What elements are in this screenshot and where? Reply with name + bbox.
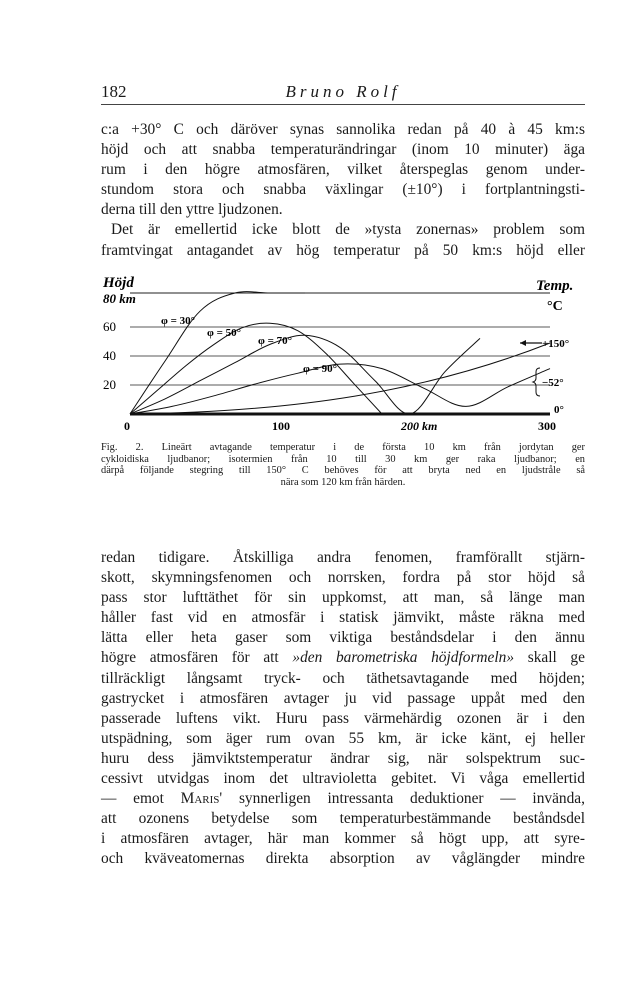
caption-line: Fig. 2. Lineärt avtagande temperatur i de första 10 km från jordytan ger [101, 442, 585, 453]
text-line: gastrycket i atmosfären avtager ju vid passage uppåt med den [101, 689, 585, 707]
text-line: pass stor lufttäthet för sin uppkomst, att man, så länge man [101, 589, 585, 607]
x-tick-0: 0 [124, 419, 130, 433]
temp-arrowhead-icon [520, 340, 526, 346]
text-line: stundom stora och snabba växlingar (±10°) i fortplantningsti- [101, 181, 585, 199]
text-line: i atmosfären avtager, här man kommer så högt upp, att syre- [101, 830, 585, 848]
x-tick-100: 100 [272, 419, 290, 433]
ray-path-chart [95, 272, 595, 442]
running-head: Bruno Rolf [285, 82, 401, 101]
temp-label-minus52: −52° [542, 377, 564, 389]
text-line: att ozonens betydelse som temperaturbestämmande beståndsdel [101, 810, 585, 828]
text-line: höjd och att snabba temperaturändringar (inom 10 minuter) äga [101, 141, 585, 159]
text-line: håller fast vid en atmosfär i statisk jämvikt, måste räkna med [101, 609, 585, 627]
page-number: 182 [101, 82, 127, 101]
text-line-mixed [101, 648, 585, 668]
figure-2 [95, 272, 595, 442]
y-tick-20: 20 [103, 377, 116, 392]
emphasis-formula: »den barometriska höjdformeln» [292, 649, 515, 667]
text-line: cessivt utvidgas inom det ultravioletta gebitet. Vi våga emellertid [101, 770, 585, 788]
text-line: och kväveatomernas direkta absorption av våglängder mindre [101, 850, 585, 868]
x-tick-300: 300 [538, 419, 556, 433]
label-phi-50: φ = 50° [207, 327, 242, 339]
temp-label-0: 0° [554, 404, 564, 416]
text-line: utspädning, som äger rum ovan 55 km, är icke känt, ej heller [101, 729, 585, 747]
text-line: passerade luftens vikt. Huru pass värmehärdig ozonen är i den [101, 709, 585, 727]
label-phi-30: φ = 30° [161, 315, 196, 327]
temperature-curve [130, 343, 550, 414]
text-segment: skall ge [527, 649, 585, 667]
temp-unit: °C [547, 299, 563, 314]
text-segment: högre atmosfären för att [101, 649, 279, 667]
text-segment: synnerligen intressanta deduktioner — invända, [238, 790, 585, 808]
label-phi-70: φ = 70° [258, 335, 293, 347]
text-line-mixed [101, 789, 585, 809]
y-axis-unit: 80 km [103, 291, 136, 306]
page-header [101, 80, 585, 105]
text-line: Det är emellertid icke blott de »tysta zonernas» problem som [111, 221, 585, 239]
text-line: redan tidigare. Åtskilliga andra fenomen, framförallt stjärn- [101, 549, 585, 566]
caption-line: nära som 120 km från härden. [280, 476, 406, 488]
y-axis-title: Höjd [103, 275, 134, 291]
temp-label-150: +150° [542, 338, 570, 350]
text-line: tillräckligt långsamt tryck- och täthetsavtagande med höjden; [101, 669, 585, 687]
figure-caption [101, 442, 585, 488]
text-line: framtvingat antagandet av hög temperatur på 50 km:s höjd eller [101, 241, 585, 259]
text-line: lätta eller heta gaser som viktiga beståndsdelar i den ännu [101, 629, 585, 647]
text-segment: — emot [101, 790, 164, 808]
caption-line: cykloidiska ljudbanor; isotermien från 10 till 30 km ger raka ljudbanor; en [101, 453, 585, 465]
paragraph-1 [101, 120, 585, 261]
text-line: derna till den yttre ljudzonen. [101, 201, 283, 219]
label-phi-90: φ = 90° [303, 363, 338, 375]
temp-brace-icon [533, 368, 540, 396]
ray-path-90 [130, 364, 550, 414]
text-line: rum i den högre atmosfären, vilket återspeglas genom under- [101, 161, 585, 179]
author-name: Maris' [180, 790, 223, 808]
paragraph-2 [101, 548, 585, 870]
ray-path-50 [130, 323, 382, 414]
text-line: c:a +30° C och däröver synas sannolika redan på 40 à 45 km:s [101, 121, 585, 138]
y-tick-40: 40 [103, 348, 116, 363]
caption-line: därpå följande stegring till 150° C behöves för att bryta ned en ljudstråle så [101, 465, 585, 477]
ray-path-30 [130, 292, 305, 414]
temp-title: Temp. [536, 278, 574, 294]
x-tick-200: 200 km [401, 419, 438, 433]
text-line: huru dess jämviktstemperatur ändrar sig, när solspektrum suc- [101, 749, 585, 767]
text-line: skott, skymningsfenomen och norrsken, fordra på stor höjd så [101, 569, 585, 587]
y-tick-60: 60 [103, 319, 116, 334]
